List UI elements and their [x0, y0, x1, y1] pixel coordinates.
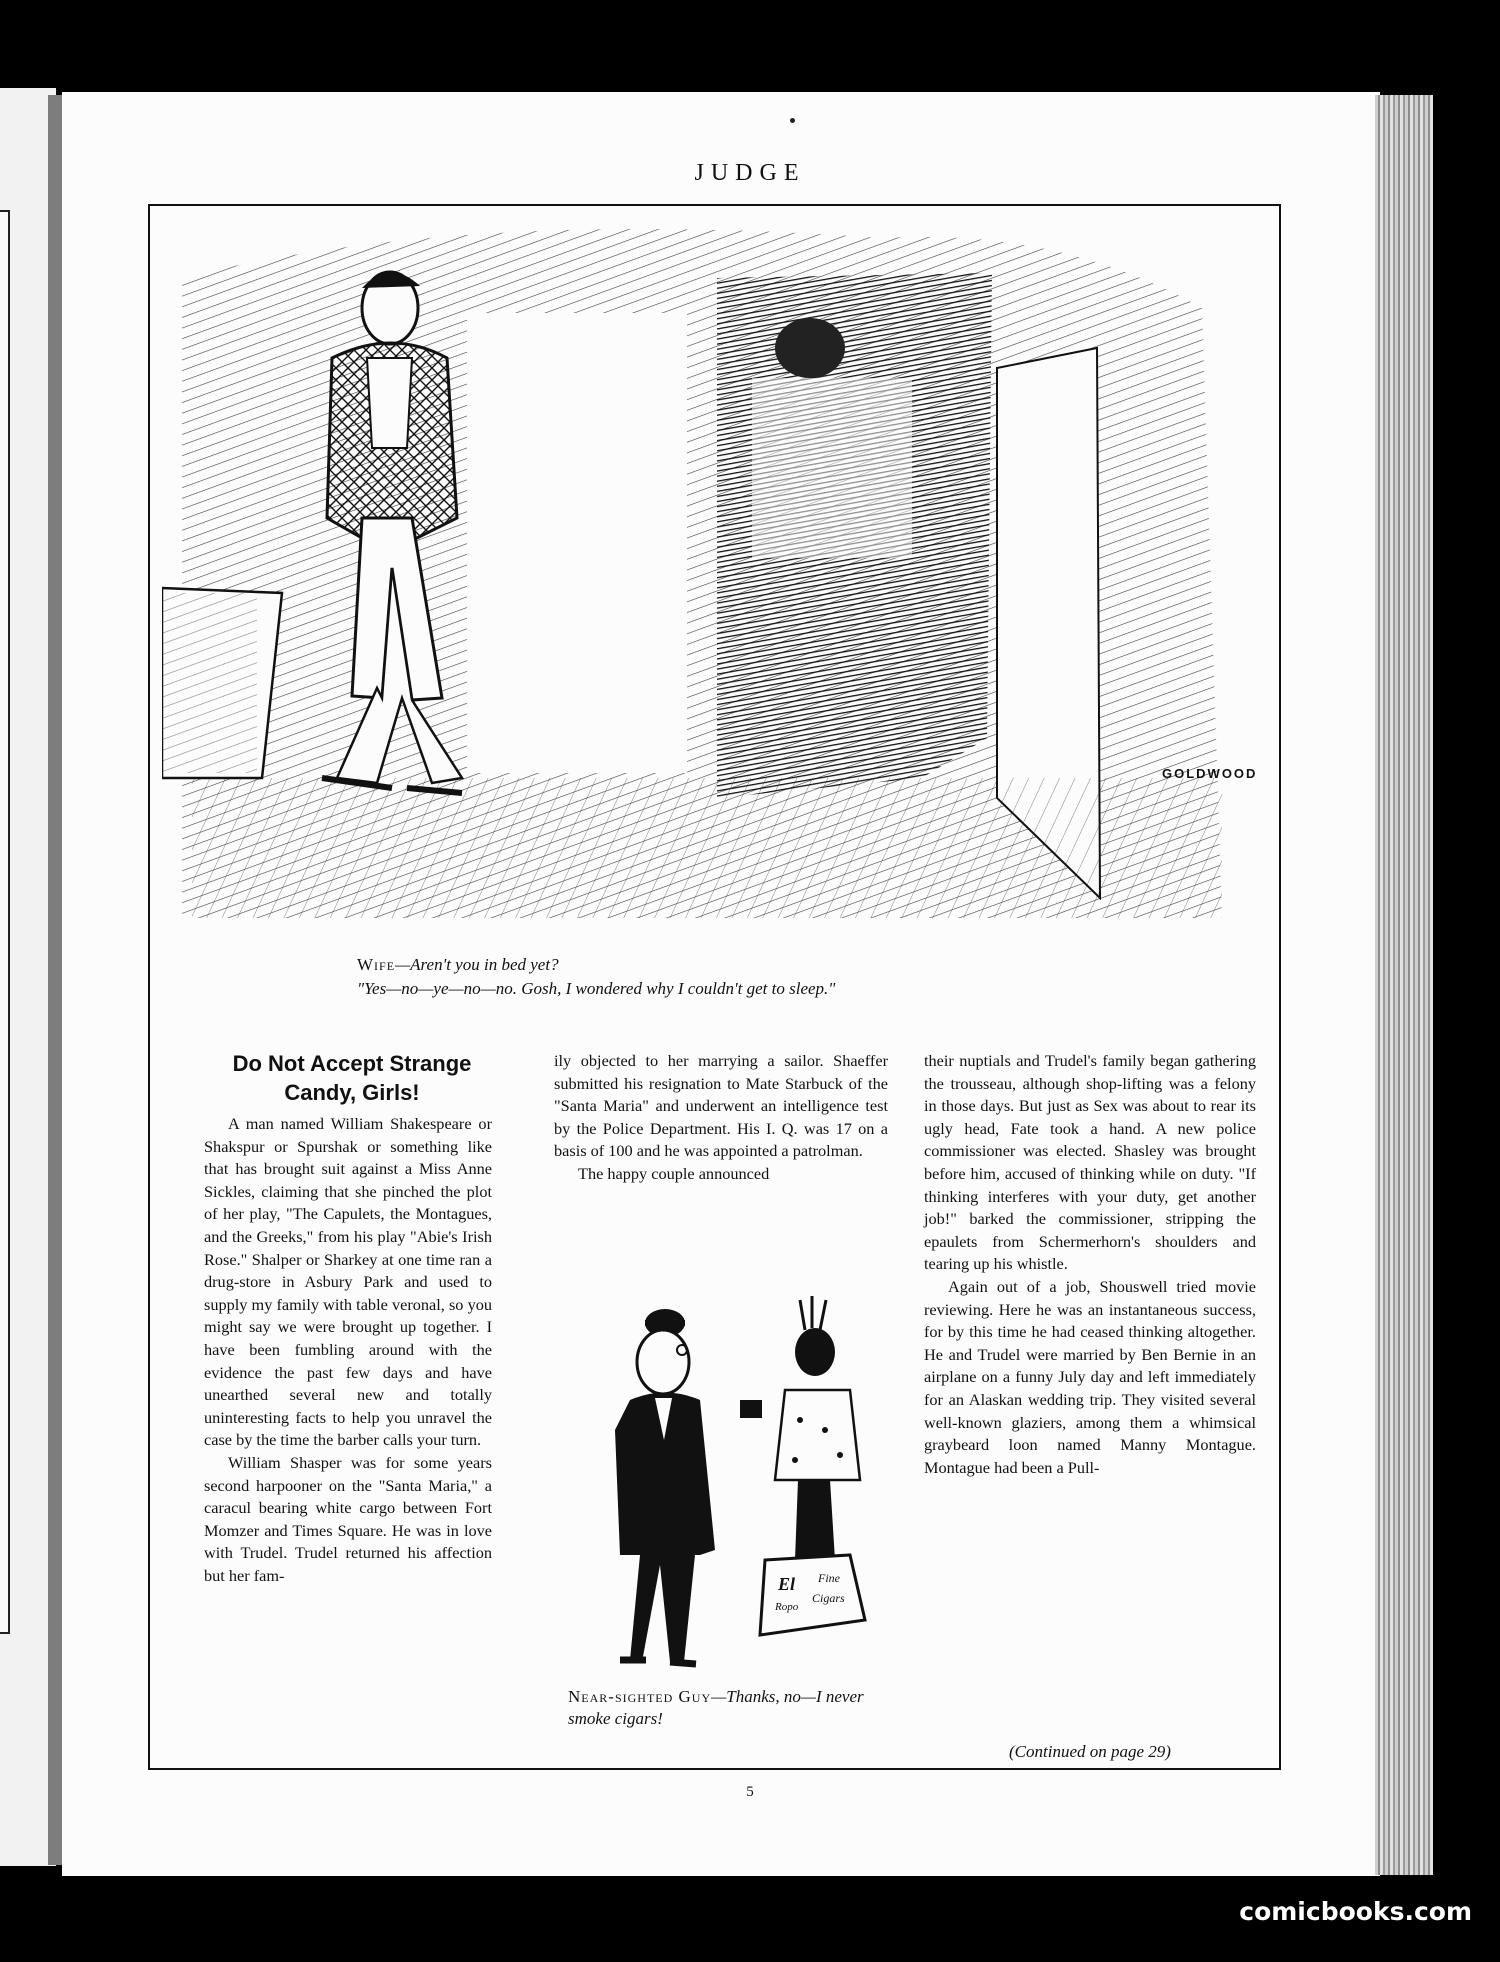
spot-cartoon-illustration	[560, 1290, 890, 1690]
caption-speaker: Near-sighted Guy	[568, 1687, 712, 1706]
sign-text-el: El	[778, 1574, 796, 1594]
paragraph: their nuptials and Trudel's family began gathering the trousseau, although shop-lifting was a felony in those days. But just as Sex was about to rear its ugly head, Fate took a hand. A new police commissioner was elected. Shasley was brought before him, accused of thinking while on duty. "If thinking interferes with your duty, get another job!" barked the commissioner, stripping the epaulets from Schermerhorn's shoulders and tearing up his whistle.	[924, 1051, 1256, 1274]
main-cartoon-caption	[357, 953, 1257, 1001]
paragraph: The happy couple announced	[578, 1163, 770, 1183]
left-page-column	[0, 210, 10, 1634]
article-column-1	[204, 1047, 492, 1587]
sign-text-fine: Fine	[818, 1571, 840, 1585]
main-cartoon-illustration	[162, 218, 1270, 940]
spot-cartoon-caption	[568, 1686, 900, 1730]
sign-text-ropo: Ropo	[775, 1601, 799, 1613]
caption-speaker: Wife	[357, 955, 396, 974]
paragraph: William Shasper was for some years second harpooner on the "Santa Maria," a caracul bearing white cargo between Fort Momzer and Times Square. He was in love with Trudel. Trudel returned his affection but her fam-	[204, 1452, 492, 1585]
watermark: comicbooks.com	[1239, 1897, 1472, 1926]
caption-text: —Thanks, no—I never smoke cigars!	[568, 1687, 864, 1728]
paragraph: A man named William Shakespeare or Shakspur or Spurshak or something like that has brought suit against a Miss Anne Sickles, claiming that she pinched the plot of her play, "The Capulets, the Montagues, and the Greeks," from his play "Abie's Irish Rose." Shalper or Sharkey at one time ran a drug-store in Asbury Park and used to supply my family with table veronal, so you might say we were brought up together. I have been fumbling around with the evidence the past few days and have unearthed several new and totally uninteresting facts to help you unravel the case by the time the barber calls your turn.	[204, 1114, 492, 1450]
page-number: 5	[746, 1784, 754, 1800]
article-column-2	[554, 1050, 888, 1186]
article-column-3	[924, 1050, 1256, 1479]
artist-signature: GOLDWOOD	[1162, 766, 1258, 781]
paragraph: ily objected to her marrying a sailor. Shaeffer submitted his resignation to Mate Starbuck of the "Santa Maria" and underwent an intelligence test by the Police Department. His I. Q. was 17 on a basis of 100 and he was appointed a patrolman.	[554, 1051, 888, 1161]
running-head: JUDGE	[694, 160, 806, 186]
ink-dot	[790, 118, 795, 123]
sign-text-cigars: Cigars	[812, 1591, 845, 1605]
caption-line-2: "Yes—no—ye—no—no. Gosh, I wondered why I couldn't get to sleep."	[357, 979, 836, 998]
article-headline: Do Not Accept Strange Candy, Girls!	[232, 1051, 472, 1105]
page-stack-edges	[1375, 95, 1433, 1875]
caption-line-1: —Aren't you in bed yet?	[395, 955, 559, 974]
continued-line: (Continued on page 29)	[1009, 1742, 1171, 1761]
paragraph: Again out of a job, Shouswell tried movie reviewing. Here he was an instantaneous success, for by this time he had ceased thinking altogether. He and Trudel were married by Ben Bernie in an airplane on a funny July day and left immediately for an Alaskan wedding trip. They visited several well-known glaziers, among them a whimsical graybeard loon named Manny Montague. Montague had been a Pull-	[924, 1276, 1256, 1477]
